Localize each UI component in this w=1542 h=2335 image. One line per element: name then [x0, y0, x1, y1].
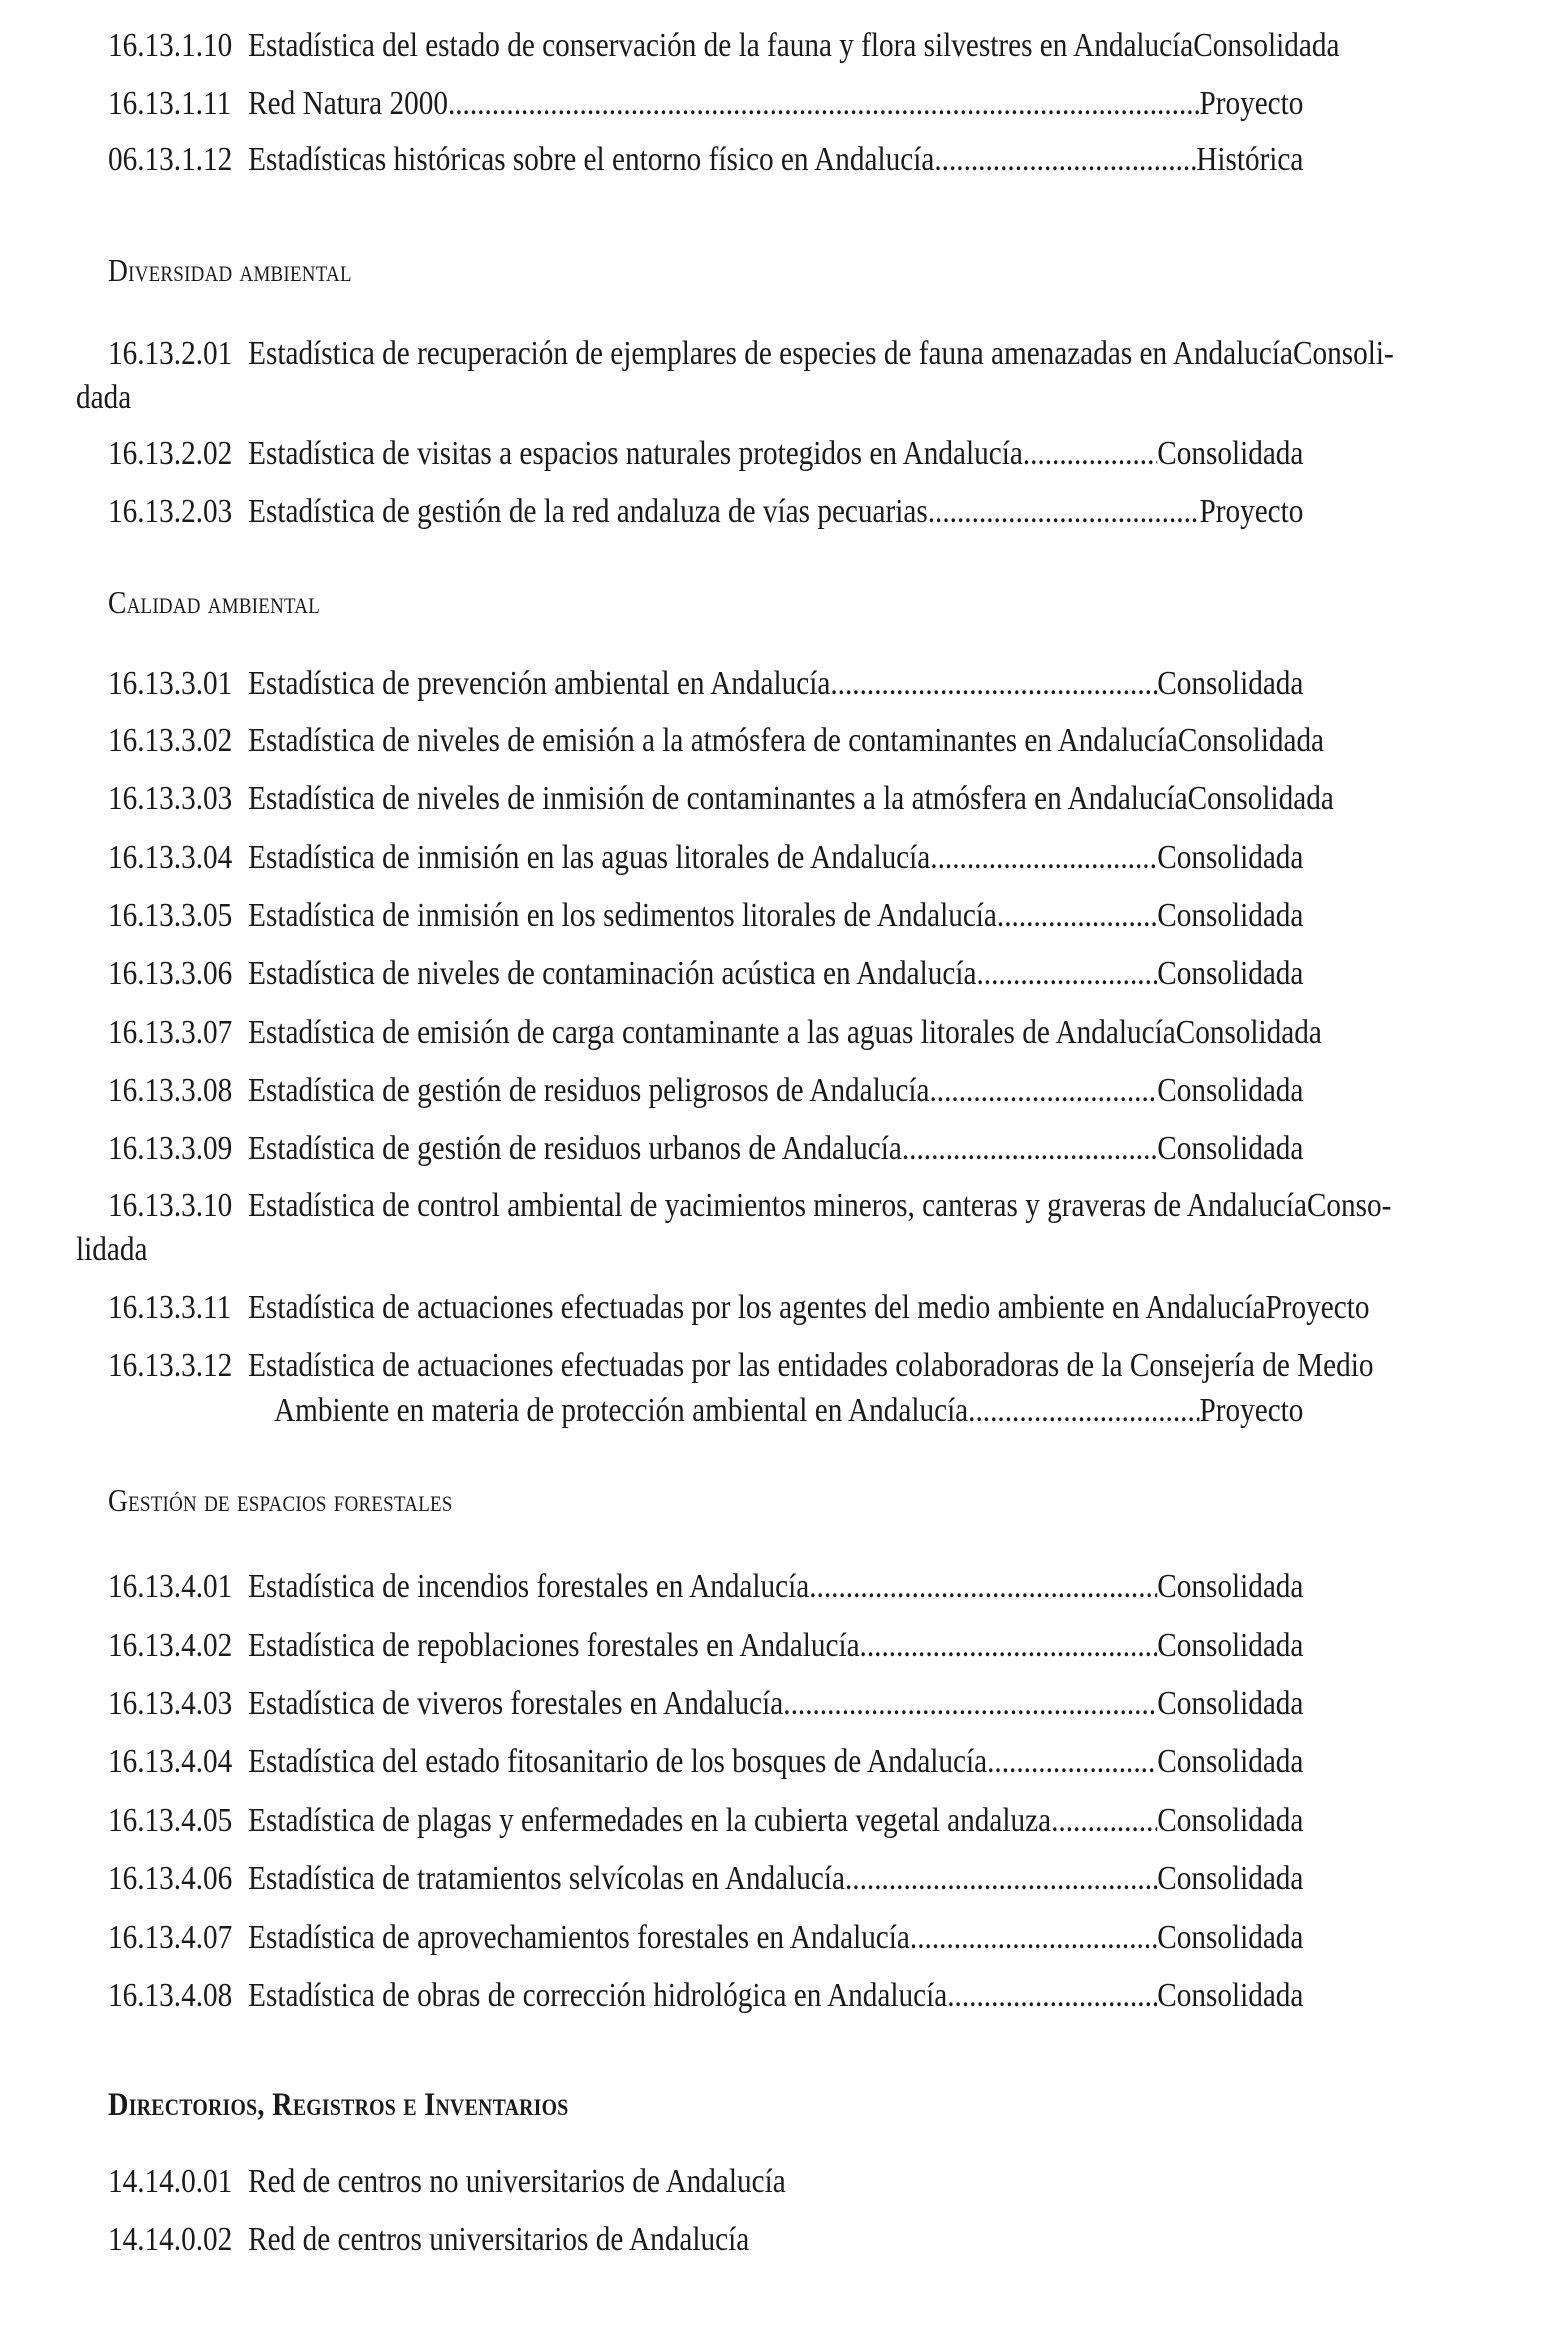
entry-title: Red de centros no universitarios de Andalucía	[248, 2163, 786, 2200]
entry-title: Estadística de niveles de contaminación acústica en Andalucía	[248, 955, 977, 992]
entry-status: Consolidada	[1157, 1802, 1304, 1839]
list-item	[108, 717, 1325, 765]
list-item	[108, 1855, 1303, 1903]
dot-leader	[845, 1855, 1157, 1903]
entry-status: Consolidada	[1157, 839, 1304, 876]
list-item	[108, 1622, 1303, 1670]
list-item	[108, 834, 1303, 882]
entry-title: Estadística de gestión de residuos urbanos de Andalucía	[248, 1130, 902, 1167]
dot-leader	[830, 660, 1157, 708]
entry-title: Estadística de plagas y enfermedades en la cubierta vegetal andaluza	[248, 1802, 1052, 1839]
entry-title: Estadística de aprovechamientos forestales en Andalucía	[248, 1919, 910, 1956]
entry-status: Proyecto	[1199, 1392, 1304, 1429]
list-item	[108, 1797, 1303, 1845]
list-item	[108, 1125, 1303, 1173]
entry-title-line2: Ambiente en materia de protección ambiental en Andalucía	[274, 1392, 969, 1429]
entry-title: Estadística de visitas a espacios naturales protegidos en Andalucía	[248, 435, 1023, 472]
entry-title: Estadística de inmisión en las aguas litorales de Andalucía	[248, 839, 931, 876]
entry-status: Consolidada	[1157, 955, 1304, 992]
entry-title: Estadística de repoblaciones forestales en Andalucía	[248, 1627, 860, 1664]
entry-code: 16.13.2.01	[108, 335, 233, 372]
list-item	[108, 22, 1340, 70]
dot-leader	[1023, 430, 1157, 478]
list-item	[108, 950, 1303, 998]
entry-code: 16.13.4.01	[108, 1568, 233, 1605]
list-item	[108, 1563, 1303, 1611]
entry-continuation: dada	[76, 379, 132, 416]
entry-title: Estadística de recuperación de ejemplares de especies de fauna amenazadas en AndalucíaConsoli-	[248, 335, 1394, 372]
entry-code: 16.13.1.10	[108, 27, 233, 64]
entry-title: Estadística de inmisión en los sedimentos litorales de Andalucía	[248, 897, 997, 934]
entry-title: Estadística de control ambiental de yacimientos mineros, canteras y graveras de AndalucíaConso-	[248, 1187, 1392, 1224]
dot-leader	[997, 892, 1157, 940]
entry-code: 16.13.3.10	[108, 1187, 233, 1224]
entry-title: Red Natura 2000	[248, 85, 448, 122]
entry-status: Consolidada	[1157, 1627, 1304, 1664]
dot-leader	[929, 1067, 1157, 1115]
entry-status: Consolidada	[1157, 897, 1304, 934]
entry-status: Consolidada	[1177, 722, 1325, 759]
entry-status: Proyecto	[1265, 1289, 1370, 1326]
entry-title: Estadística de actuaciones efectuadas por las entidades colaboradoras de la Consejería de Medio	[248, 1347, 1374, 1384]
list-item	[108, 1680, 1303, 1728]
entry-status: Consolidada	[1157, 1130, 1304, 1167]
entry-code: 14.14.0.01	[108, 2163, 233, 2200]
dot-leader	[1051, 1797, 1157, 1845]
entry-code: 16.13.4.03	[108, 1685, 233, 1722]
entry-code: 16.13.2.02	[108, 435, 233, 472]
entry-status: Proyecto	[1199, 85, 1304, 122]
entry-title: Estadística de niveles de inmisión de contaminantes a la atmósfera en Andalucía	[248, 780, 1188, 817]
entry-title: Estadísticas históricas sobre el entorno físico en Andalucía	[248, 141, 935, 178]
entry-title: Estadística de obras de corrección hidrológica en Andalucía	[248, 1977, 948, 2014]
entry-status: Consolidada	[1175, 1014, 1322, 1051]
dot-leader	[910, 1914, 1157, 1962]
entry-status: Consolidada	[1157, 435, 1304, 472]
dot-leader	[448, 80, 1200, 128]
entry-code: 16.13.3.12	[108, 1347, 233, 1384]
list-item	[108, 2216, 1303, 2264]
entry-status: Consolidada	[1157, 1568, 1304, 1605]
list-item	[108, 2158, 1303, 2206]
entry-code: 16.13.3.01	[108, 665, 233, 702]
entry-code: 16.13.4.08	[108, 1977, 233, 2014]
entry-code: 16.13.4.06	[108, 1860, 233, 1897]
list-item-continuation	[274, 1387, 1303, 1435]
list-item	[108, 1067, 1303, 1115]
section-heading-calidad: Calidad ambiental	[108, 584, 321, 620]
entry-title: Estadística del estado fitosanitario de los bosques de Andalucía	[248, 1743, 988, 1780]
dot-leader	[809, 1563, 1157, 1611]
list-item	[108, 1342, 1374, 1390]
entry-code: 14.14.0.02	[108, 2221, 233, 2258]
list-item	[108, 775, 1334, 823]
dot-leader	[928, 488, 1200, 536]
entry-status: Consolidada	[1193, 27, 1340, 64]
list-item	[108, 1284, 1370, 1332]
entry-title: Estadística de niveles de emisión a la atmósfera de contaminantes en Andalucía	[248, 722, 1178, 759]
list-item	[108, 80, 1303, 128]
entry-code: 16.13.2.03	[108, 493, 233, 530]
entry-code: 16.13.3.03	[108, 780, 233, 817]
entry-status: Consolidada	[1187, 780, 1334, 817]
list-item	[108, 136, 1303, 184]
entry-title: Estadística de viveros forestales en Andalucía	[248, 1685, 784, 1722]
entry-code: 16.13.4.05	[108, 1802, 233, 1839]
section-heading-forestal: Gestión de espacios forestales	[108, 1482, 453, 1518]
entry-status: Consolidada	[1157, 1919, 1304, 1956]
entry-status: Histórica	[1196, 141, 1304, 178]
entry-status: Consolidada	[1157, 665, 1304, 702]
entry-code: 06.13.1.12	[108, 141, 233, 178]
entry-title: Estadística de gestión de la red andaluza de vías pecuarias	[248, 493, 928, 530]
list-item	[108, 1182, 1392, 1230]
entry-title: Red de centros universitarios de Andalucía	[248, 2221, 750, 2258]
entry-continuation: lidada	[76, 1231, 148, 1268]
entry-code: 16.13.3.06	[108, 955, 233, 992]
list-item	[108, 1972, 1303, 2020]
entry-code: 16.13.3.11	[108, 1289, 232, 1326]
entry-code: 16.13.4.02	[108, 1627, 233, 1664]
entry-code: 16.13.3.02	[108, 722, 233, 759]
entry-title: Estadística de tratamientos selvícolas en Andalucía	[248, 1860, 845, 1897]
dot-leader	[783, 1680, 1157, 1728]
entry-title: Estadística de emisión de carga contaminante a las aguas litorales de Andalucía	[248, 1014, 1176, 1051]
dot-leader	[902, 1125, 1157, 1173]
dot-leader	[934, 136, 1196, 184]
section-heading-directorios: Directorios, Registros e Inventarios	[108, 2087, 569, 2123]
list-item	[108, 330, 1394, 378]
entry-status: Consolidada	[1157, 1685, 1304, 1722]
dot-leader	[947, 1972, 1157, 2020]
list-item	[108, 1738, 1303, 1786]
list-item	[108, 892, 1303, 940]
list-item	[108, 430, 1303, 478]
entry-status: Consolidada	[1157, 1860, 1304, 1897]
entry-code: 16.13.1.11	[108, 85, 232, 122]
dot-leader	[987, 1738, 1157, 1786]
list-item	[108, 1009, 1322, 1057]
entry-status: Consolidada	[1157, 1743, 1304, 1780]
entry-status: Consolidada	[1157, 1072, 1304, 1109]
entry-code: 16.13.4.04	[108, 1743, 233, 1780]
entry-title: Estadística del estado de conservación de la fauna y flora silvestres en Andalucía	[248, 27, 1194, 64]
entry-title: Estadística de actuaciones efectuadas por los agentes del medio ambiente en Andalucía	[248, 1289, 1266, 1326]
entry-code: 16.13.3.05	[108, 897, 233, 934]
entry-title: Estadística de gestión de residuos peligrosos de Andalucía	[248, 1072, 930, 1109]
section-heading-diversidad: Diversidad ambiental	[108, 252, 352, 288]
dot-leader	[968, 1387, 1199, 1435]
dot-leader	[860, 1622, 1158, 1670]
entry-status: Consolidada	[1157, 1977, 1304, 2014]
dot-leader	[930, 834, 1157, 882]
entry-code: 16.13.4.07	[108, 1919, 233, 1956]
dot-leader	[976, 950, 1157, 998]
entry-code: 16.13.3.07	[108, 1014, 233, 1051]
entry-title: Estadística de incendios forestales en Andalucía	[248, 1568, 810, 1605]
entry-code: 16.13.3.04	[108, 839, 233, 876]
entry-code: 16.13.3.09	[108, 1130, 233, 1167]
entry-status: Proyecto	[1199, 493, 1304, 530]
entry-code: 16.13.3.08	[108, 1072, 233, 1109]
list-item	[108, 1914, 1303, 1962]
entry-title: Estadística de prevención ambiental en Andalucía	[248, 665, 831, 702]
list-item	[108, 660, 1303, 708]
list-item	[108, 488, 1303, 536]
